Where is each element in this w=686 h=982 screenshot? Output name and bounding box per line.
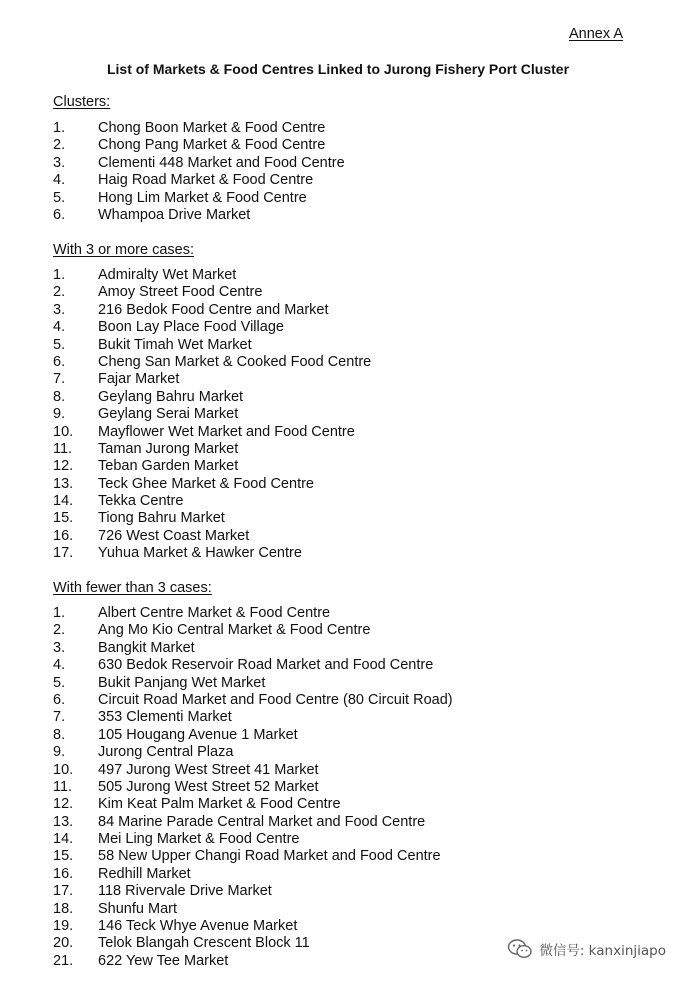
- item-name: Shunfu Mart: [98, 900, 177, 917]
- item-name: 622 Yew Tee Market: [98, 952, 229, 969]
- list-item: [53, 883, 453, 900]
- watermark: [507, 938, 666, 960]
- list-item: [53, 137, 345, 154]
- list-item: [53, 692, 453, 709]
- item-number: 12.: [53, 458, 74, 475]
- item-number: 9.: [53, 744, 66, 761]
- list-item: [53, 901, 453, 918]
- item-name: Circuit Road Market and Food Centre (80 Circuit Road): [98, 691, 453, 708]
- item-number: 15.: [53, 848, 74, 865]
- annex-label: Annex A: [568, 26, 623, 42]
- item-name: 84 Marine Parade Central Market and Food Centre: [98, 813, 426, 830]
- item-name: Haig Road Market & Food Centre: [98, 172, 314, 189]
- list-item: [53, 190, 345, 207]
- item-name: 497 Jurong West Street 41 Market: [98, 761, 319, 778]
- watermark-text: 微信号: kanxinjiapo: [539, 943, 666, 959]
- item-number: 16.: [53, 527, 74, 544]
- list-item: [53, 622, 453, 639]
- item-number: 14.: [53, 831, 74, 848]
- item-name: Tekka Centre: [98, 493, 184, 510]
- item-number: 16.: [53, 865, 74, 882]
- item-number: 10.: [53, 423, 74, 440]
- item-name: 353 Clementi Market: [98, 709, 232, 726]
- list-item: [53, 302, 371, 319]
- item-name: Teban Garden Market: [98, 458, 239, 475]
- item-number: 11.: [53, 440, 73, 457]
- item-number: 10.: [53, 761, 74, 778]
- list-item: [53, 510, 371, 527]
- list-item: [53, 354, 371, 371]
- item-number: 4.: [53, 319, 66, 336]
- item-number: 1.: [53, 267, 66, 283]
- list-item: [53, 640, 453, 657]
- item-name: Whampoa Drive Market: [98, 206, 251, 223]
- list-item: [53, 935, 453, 952]
- list-item: [53, 424, 371, 441]
- list-item: [53, 657, 453, 674]
- item-name: 216 Bedok Food Centre and Market: [98, 301, 329, 318]
- list-item: [53, 675, 453, 692]
- item-name: Ang Mo Kio Central Market & Food Centre: [98, 622, 371, 639]
- item-number: 18.: [53, 900, 74, 917]
- item-number: 7.: [53, 709, 66, 726]
- item-name: Redhill Market: [98, 865, 191, 882]
- item-name: 726 West Coast Market: [98, 527, 250, 544]
- list-item: [53, 709, 453, 726]
- list-item: [53, 831, 453, 848]
- section-heading-clusters: Clusters:: [53, 94, 111, 110]
- item-name: Amoy Street Food Centre: [98, 284, 263, 301]
- item-number: 19.: [53, 918, 74, 935]
- document-title: List of Markets & Food Centres Linked to Jurong Fishery Port Cluster: [106, 61, 570, 77]
- list-item: [53, 779, 453, 796]
- item-number: 5.: [53, 674, 66, 691]
- item-name: 505 Jurong West Street 52 Market: [98, 778, 319, 795]
- list-item: [53, 337, 371, 354]
- list-item: [53, 155, 345, 172]
- item-number: 6.: [53, 353, 66, 370]
- item-number: 17.: [53, 545, 74, 562]
- list-item: [53, 284, 371, 301]
- item-name: Chong Boon Market & Food Centre: [98, 120, 326, 136]
- item-number: 3.: [53, 301, 66, 318]
- item-number: 3.: [53, 154, 66, 171]
- item-name: Mayflower Wet Market and Food Centre: [98, 423, 355, 440]
- three-or-more-list: [53, 267, 371, 563]
- item-number: 21.: [53, 952, 74, 969]
- list-item: [53, 458, 371, 475]
- item-name: Yuhua Market & Hawker Centre: [98, 545, 302, 562]
- item-name: 146 Teck Whye Avenue Market: [98, 918, 298, 935]
- list-item: [53, 605, 453, 622]
- list-item: [53, 371, 371, 388]
- list-item: [53, 796, 453, 813]
- list-item: [53, 866, 453, 883]
- item-name: Taman Jurong Market: [98, 440, 239, 457]
- item-name: Mei Ling Market & Food Centre: [98, 831, 300, 848]
- item-name: Chong Pang Market & Food Centre: [98, 137, 326, 154]
- item-number: 2.: [53, 137, 66, 154]
- list-item: [53, 545, 371, 562]
- item-number: 7.: [53, 371, 66, 388]
- list-item: [53, 727, 453, 744]
- item-name: Kim Keat Palm Market & Food Centre: [98, 796, 341, 813]
- item-name: Telok Blangah Crescent Block 11: [98, 935, 310, 952]
- item-number: 13.: [53, 475, 74, 492]
- item-number: 1.: [53, 605, 66, 621]
- list-item: [53, 441, 371, 458]
- list-item: [53, 267, 371, 284]
- list-item: [53, 918, 453, 935]
- clusters-list: [53, 120, 345, 224]
- item-name: 630 Bedok Reservoir Road Market and Food Centre: [98, 657, 434, 674]
- item-name: Admiralty Wet Market: [98, 267, 237, 283]
- list-item: [53, 814, 453, 831]
- item-number: 15.: [53, 510, 74, 527]
- item-number: 14.: [53, 493, 74, 510]
- item-number: 2.: [53, 622, 66, 639]
- item-name: Bangkit Market: [98, 639, 195, 656]
- list-item: [53, 172, 345, 189]
- item-number: 4.: [53, 172, 66, 189]
- list-item: [53, 762, 453, 779]
- item-name: Boon Lay Place Food Village: [98, 319, 284, 336]
- item-number: 4.: [53, 657, 66, 674]
- item-number: 6.: [53, 206, 66, 223]
- section-heading-fewer-than-three: With fewer than 3 cases:: [53, 580, 212, 596]
- item-number: 20.: [53, 935, 74, 952]
- list-item: [53, 207, 345, 224]
- list-item: [53, 319, 371, 336]
- list-item: [53, 953, 453, 970]
- list-item: [53, 848, 453, 865]
- item-number: 17.: [53, 883, 74, 900]
- item-number: 11.: [53, 778, 73, 795]
- item-number: 6.: [53, 691, 66, 708]
- item-name: 118 Rivervale Drive Market: [98, 883, 272, 900]
- item-name: Bukit Timah Wet Market: [98, 336, 252, 353]
- list-item: [53, 389, 371, 406]
- item-number: 12.: [53, 796, 74, 813]
- item-name: Albert Centre Market & Food Centre: [98, 605, 331, 621]
- item-number: 2.: [53, 284, 66, 301]
- item-number: 1.: [53, 120, 66, 136]
- item-name: 105 Hougang Avenue 1 Market: [98, 726, 298, 743]
- section-heading-three-or-more: With 3 or more cases:: [53, 242, 195, 258]
- item-name: Teck Ghee Market & Food Centre: [98, 475, 314, 492]
- item-name: Geylang Bahru Market: [98, 388, 244, 405]
- item-name: 58 New Upper Changi Road Market and Food Centre: [98, 848, 441, 865]
- item-name: Hong Lim Market & Food Centre: [98, 189, 307, 206]
- list-item: [53, 528, 371, 545]
- item-number: 5.: [53, 189, 66, 206]
- item-name: Cheng San Market & Cooked Food Centre: [98, 353, 372, 370]
- list-item: [53, 120, 345, 137]
- list-item: [53, 406, 371, 423]
- item-number: 5.: [53, 336, 66, 353]
- list-item: [53, 744, 453, 761]
- item-number: 3.: [53, 639, 66, 656]
- item-name: Tiong Bahru Market: [98, 510, 225, 527]
- wechat-icon: [507, 938, 533, 960]
- item-name: Jurong Central Plaza: [98, 744, 234, 761]
- item-number: 9.: [53, 406, 66, 423]
- item-name: Geylang Serai Market: [98, 406, 239, 423]
- item-number: 8.: [53, 388, 66, 405]
- item-number: 13.: [53, 813, 74, 830]
- list-item: [53, 493, 371, 510]
- item-number: 8.: [53, 726, 66, 743]
- item-name: Fajar Market: [98, 371, 180, 388]
- item-name: Bukit Panjang Wet Market: [98, 674, 266, 691]
- list-item: [53, 476, 371, 493]
- fewer-than-three-list: [53, 605, 453, 970]
- item-name: Clementi 448 Market and Food Centre: [98, 154, 345, 171]
